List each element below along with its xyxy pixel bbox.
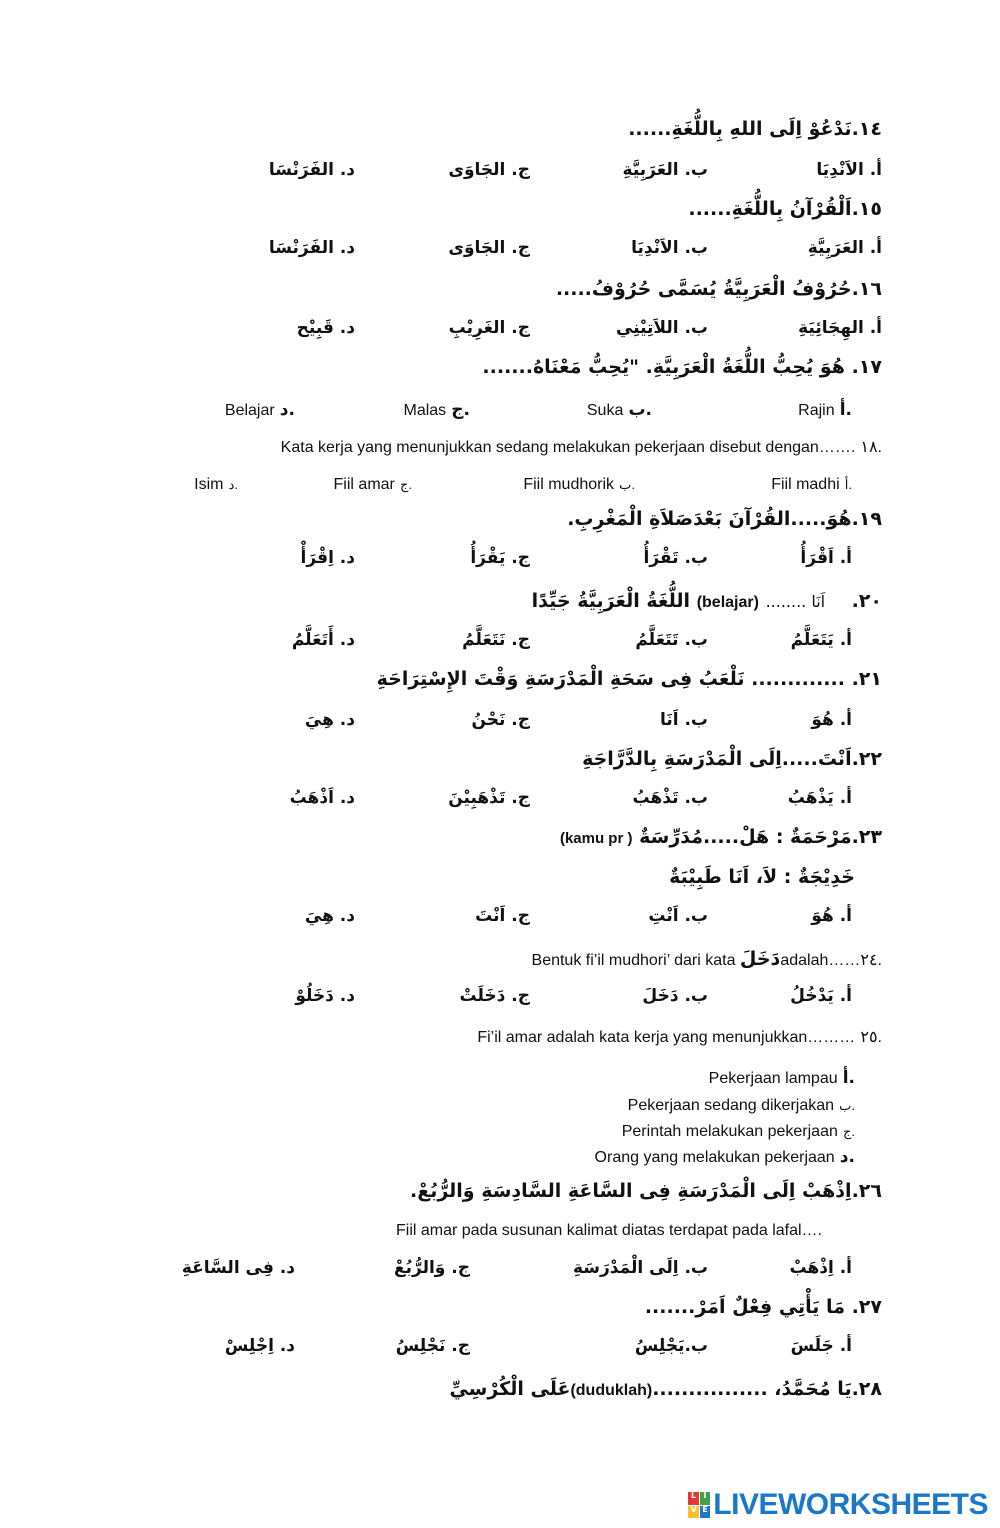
q21-option-d: د. هِيَ (304, 710, 355, 730)
q17-option-d: Belajar د. (224, 400, 295, 420)
q25-option-b: Pekerjaan sedang dikerjakan ب. (627, 1097, 855, 1114)
q15-option-a: أ. العَرَبِيَّةِ (807, 238, 882, 258)
liveworksheets-logo (688, 1488, 988, 1522)
q16-option-a: أ. الهِجَائِيَةِ (798, 318, 882, 338)
q18-option-b: Fiil mudhorik ب. (523, 476, 635, 493)
q19-option-a: أ. اَقْرَأُ (800, 548, 852, 568)
q17-option-b: Suka ب. (586, 400, 652, 420)
q19-option-b: ب. تَقْرَأُ (643, 548, 708, 568)
q20-option-a: أ. يَتَعَلَّمُ (790, 630, 852, 650)
question-26-instruction: Fiil amar pada susunan kalimat diatas terdapat pada lafal…. (395, 1222, 822, 1239)
question-24: Bentuk fi’il mudhori’ dari kata دَخَلَadalah……٢٤. (531, 948, 882, 970)
q27-option-a: أ. جَلَسَ (790, 1336, 852, 1356)
q24-option-c: ج. دَخَلَتْ (459, 986, 530, 1006)
question-21: ٢١. ............. نَلْعَبُ فِى سَحَةِ الْمَدْرَسَةِ وَقْتَ الإِسْتِرَاحَةِ (376, 668, 882, 690)
q14-option-d: د. الفَرَنْسَا (268, 160, 355, 180)
q22-option-a: أ. يَذْهَبُ (787, 788, 852, 808)
q27-option-c: ج. نَجْلِسُ (395, 1336, 470, 1356)
q26-option-c: ج. وَالرُّبُعْ (394, 1258, 470, 1278)
q22-option-d: د. اَذْهَبُ (289, 788, 355, 808)
q16-option-b: ب. اللاَتِيْنِي (615, 318, 708, 338)
q15-option-c: ج. الجَاوَى (448, 238, 530, 258)
q16-option-d: د. قَبِيْح (296, 318, 355, 338)
liveworksheets-brand: LIVEWORKSHEETS (713, 1488, 988, 1521)
q18-option-a: Fiil madhi أ. (771, 476, 852, 493)
q18-option-c: Fiil amar ج. (333, 476, 412, 493)
question-28: ٢٨.يَا مُحَمَّدُ، ................(duduklah)عَلَى الْكُرْسِيِّ (449, 1378, 882, 1400)
q22-option-b: ب. تَذْهَبُ (632, 788, 708, 808)
q25-option-d: Orang yang melakukan pekerjaan د. (594, 1147, 855, 1167)
q25-option-a: Pekerjaan lampau أ. (708, 1068, 855, 1088)
q24-option-d: د. دَخَلُوْ (295, 986, 355, 1006)
question-23-reply: خَدِيْجَةٌ : لاَ، اَنَا طَبِيْبَةٌ (669, 866, 855, 888)
q14-option-c: ج. الجَاوَى (448, 160, 530, 180)
q26-option-a: أ. اِذْهَبْ (789, 1258, 852, 1278)
q20-option-b: ب. تَتَعَلَّمُ (635, 630, 708, 650)
q19-option-c: ج. يَقْرَأُ (470, 548, 530, 568)
q19-option-d: د. اِقْرَأْ (300, 548, 355, 568)
q26-option-d: د. فِى السَّاعَةِ (181, 1258, 295, 1278)
question-16: ١٦.حُرُوْفُ الْعَرَبِيَّةُ يُسَمَّى حُرُوْفُ..... (555, 278, 882, 300)
q27-option-b: ب.يَجْلِسُ (634, 1336, 708, 1356)
q21-option-a: أ. هُوَ (811, 710, 852, 730)
question-20: ٢٠. اَنَا ........ (belajar) اللُّغَةُ الْعَرَبِيَّةُ جَيِّدًا (531, 590, 882, 612)
q17-option-a: Rajin أ. (798, 400, 852, 420)
question-25: Fi’il amar adalah kata kerja yang menunjukkan……… ٢٥. (477, 1029, 882, 1046)
question-26: ٢٦.اِذْهَبْ اِلَى الْمَدْرَسَةِ فِى السَّاعَةِ السَّادِسَةِ وَالرُّبُعْ. (410, 1180, 882, 1202)
q25-option-c: Perintah melakukan pekerjaan ج. (621, 1123, 855, 1140)
q14-option-a: أ. الاَنْدِيَا (816, 160, 882, 180)
question-17: ١٧. هُوَ يُحِبُّ اللُّغَةُ الْعَرَبِيَّةِ. "يُحِبُّ مَعْنَاهُ....... (482, 356, 882, 378)
q22-option-c: ج. تَذْهَبِيْنَ (448, 788, 530, 808)
q15-option-d: د. الفَرَنْسَا (268, 238, 355, 258)
q23-option-d: د. هِيَ (304, 906, 355, 926)
question-19: ١٩.هُوَ.....القُرْآنَ بَعْدَصَلاَةِ الْمَغْرِبِ. (567, 508, 882, 530)
question-15: ١٥.اَلْقُرْآنُ بِاللُّغَةِ...... (688, 198, 882, 220)
question-14: ١٤.نَدْعُوْ اِلَى اللهِ بِاللُّغَةِ...... (628, 118, 882, 140)
q24-option-b: ب. دَخَلَ (642, 986, 708, 1006)
q15-option-b: ب. الاَنْدِيَا (631, 238, 708, 258)
q21-option-c: ج. نَحْنُ (471, 710, 530, 730)
q20-option-c: ج. نَتَعَلَّمُ (462, 630, 530, 650)
q16-option-c: ج. الغَرِيْبِ (448, 318, 530, 338)
q20-option-d: د. أَتَعَلَّمُ (291, 630, 355, 650)
q27-option-d: د. اِجْلِسْ (224, 1336, 295, 1356)
liveworksheets-mark-icon: L I V E (688, 1492, 710, 1518)
q17-option-c: Malas ج. (403, 400, 470, 420)
question-18: Kata kerja yang menunjukkan sedang melakukan pekerjaan disebut dengan……. ١٨. (280, 439, 882, 456)
q21-option-b: ب. اَنَا (659, 710, 708, 730)
q23-option-b: ب. اَنْتِ (648, 906, 708, 926)
q23-option-a: أ. هُوَ (811, 906, 852, 926)
q18-option-d: Isim د. (194, 476, 238, 493)
q24-option-a: أ. يَدْخُلُ (790, 986, 852, 1006)
question-22: ٢٢.اَنْتَ.....اِلَى الْمَدْرَسَةِ بِالدَّرَّاجَةِ (582, 748, 882, 770)
q14-option-b: ب. العَرَبِيَّةِ (622, 160, 708, 180)
question-23: ٢٣.مَرْحَمَةٌ : هَلْ.....مُدَرِّسَةٌ ( kamu pr) (559, 826, 882, 848)
question-27: ٢٧. مَا يَأْتِي فِعْلٌ اَمَرْ....... (644, 1296, 882, 1318)
q26-option-b: ب. اِلَى الْمَدْرَسَةِ (572, 1258, 708, 1278)
q23-option-c: ج. اَنْتَ (475, 906, 530, 926)
